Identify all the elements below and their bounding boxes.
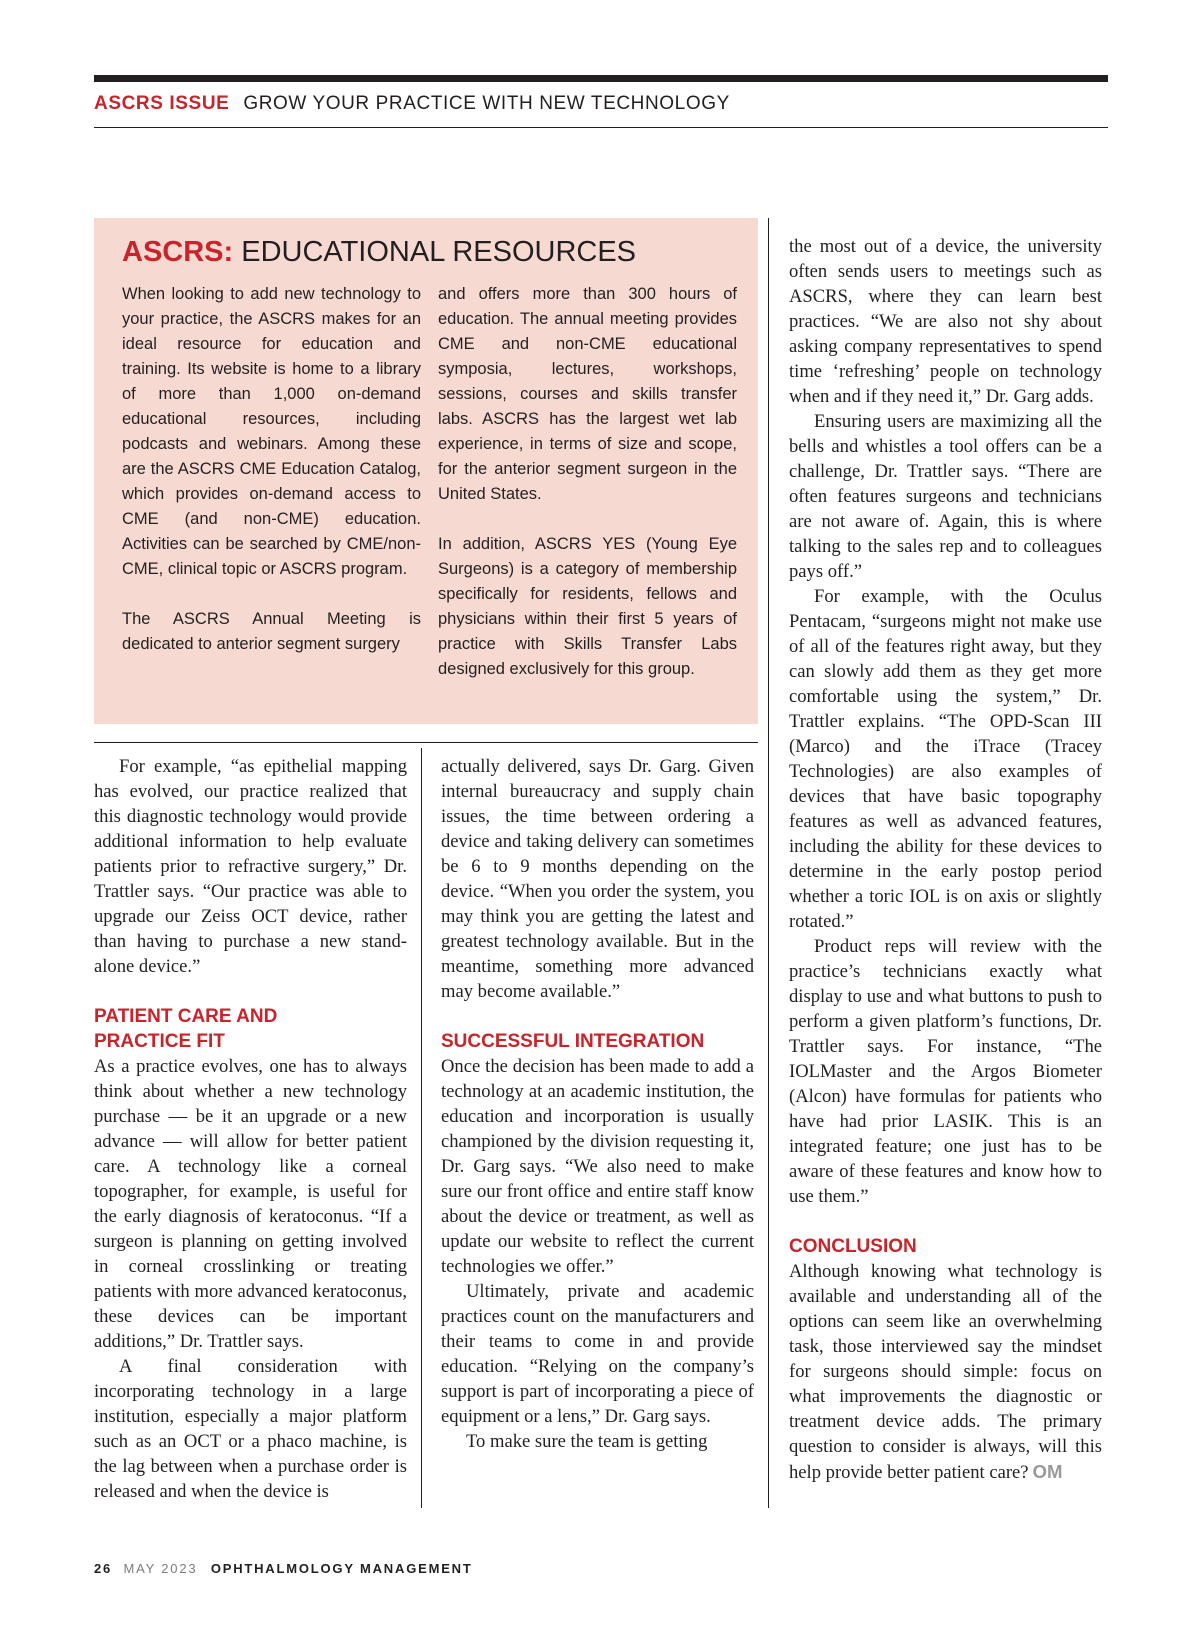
header-rule — [94, 127, 1108, 128]
article-column-3 — [789, 234, 1102, 1485]
body-paragraph: the most out of a device, the university often sends users to meetings such as ASCRS, where they can learn best practices. “We are also not shy about asking company representatives to spend time ‘refreshing’ people on technology when and if they need it,” Dr. Garg adds. — [789, 236, 1102, 407]
sidebar-box — [94, 218, 758, 724]
sidebar-title-rest: EDUCATIONAL RESOURCES — [241, 236, 637, 268]
column-divider — [421, 748, 422, 1508]
body-paragraph: actually delivered, says Dr. Garg. Given internal bureaucracy and supply chain issues, the time between ordering a device and taking delivery can sometimes be 6 to 9 months depending on the device. “When you order the system, you may think you are getting the latest and greatest technology available. But in the meantime, something more advanced may become available.” — [441, 756, 754, 1002]
issue-date: MAY 2023 — [123, 1561, 198, 1576]
sidebar-bottom-rule — [94, 742, 758, 743]
conclusion-text: Although knowing what technology is available and understanding all of the options can seem like an overwhelming task, those interviewed say the mindset for surgeons should simple: focus on what improvements the diagnostic or treatment device adds. The primary question to consider is always, will this help provide better patient care? — [789, 1261, 1102, 1483]
heading-line: PATIENT CARE AND — [94, 1006, 278, 1027]
body-paragraph: To make sure the team is getting — [466, 1431, 708, 1452]
body-paragraph: As a practice evolves, one has to always think about whether a new technology purchase — be it an upgrade or a new advance — will allow for better patient care. A technology like a corneal topographer, for example, is useful for the early diagnosis of keratoconus. “If a surgeon is planning on getting involved in corneal crosslinking or treating patients with more advanced keratoconus, these devices can be important additions,” Dr. Trattler says. — [94, 1056, 407, 1352]
body-paragraph — [789, 1259, 1102, 1485]
sidebar-paragraph: When looking to add new technology to your practice, the ASCRS makes for an ideal resource for education and training. Its website is home to a library of more than 1,000 on-demand educational resources, including podcasts and webinars. Among these are the ASCRS CME Education Catalog, which provides on-demand access to CME (and non-CME) education. Activities can be searched by CME/non-CME, clinical topic or ASCRS program. — [122, 285, 421, 578]
body-paragraph: For example, “as epithelial mapping has evolved, our practice realized that this diagnostic technology would provide additional information to help evaluate patients prior to refractive surgery,” Dr. Trattler says. “Our practice was able to upgrade our Zeiss OCT device, rather than having to purchase a new stand-alone device.” — [94, 756, 407, 977]
section-heading-patient-care — [94, 1004, 407, 1054]
sidebar-column-2 — [438, 282, 737, 682]
issue-label: ASCRS ISSUE — [94, 93, 230, 114]
body-paragraph: Once the decision has been made to add a technology at an academic institution, the education and incorporation is usually championed by the division requesting it, Dr. Garg says. “We also need to make sure our front office and entire staff know about the device or treatment, as well as update our website to reflect the current technologies we offer.” — [441, 1056, 754, 1277]
page-number: 26 — [94, 1561, 113, 1576]
body-paragraph: Product reps will review with the practice’s technicians exactly what display to use and what buttons to push to perform a given platform’s functions, Dr. Trattler says. For instance, “The IOLMaster and the Argos Biometer (Alcon) have formulas for patients who have had prior LASIK. This is an integrated feature; one just has to be aware of these features and know how to use them.” — [789, 936, 1102, 1207]
end-mark: OM — [1032, 1461, 1063, 1482]
page-footer — [94, 1561, 473, 1576]
article-column-2 — [441, 754, 754, 1454]
section-heading-successful-integration: SUCCESSFUL INTEGRATION — [441, 1031, 705, 1052]
sidebar-title — [122, 236, 636, 269]
publication-name: OPHTHALMOLOGY MANAGEMENT — [210, 1561, 473, 1576]
body-paragraph: For example, with the Oculus Pentacam, “surgeons might not make use of all of the features right away, but they can slowly add them as they get more comfortable using the system,” Dr. Trattler explains. “The OPD-Scan III (Marco) and the iTrace (Tracey Technologies) are also examples of devices that have basic topography features as well as advanced features, including the ability for these devices to determine in the early postop period whether a toric IOL is on axis or slightly rotated.” — [789, 586, 1102, 932]
article-column-1 — [94, 754, 407, 1504]
top-rule — [94, 75, 1108, 82]
sidebar-column-1 — [122, 282, 421, 657]
section-title: GROW YOUR PRACTICE WITH NEW TECHNOLOGY — [243, 93, 730, 114]
sidebar-paragraph: The ASCRS Annual Meeting is dedicated to anterior segment surgery — [122, 610, 421, 653]
body-paragraph: Ensuring users are maximizing all the bells and whistles a tool offers can be a challenge, Dr. Trattler says. “There are often features surgeons and technicians are not aware of. Again, this is where talking to the sales rep and to colleagues pays off.” — [789, 411, 1102, 582]
heading-line: PRACTICE FIT — [94, 1031, 225, 1052]
body-paragraph: A final consideration with incorporating technology in a large institution, especially a major platform such as an OCT or a phaco machine, is the lag between when a purchase order is released and when the device is — [94, 1356, 407, 1502]
sidebar-title-ascrs: ASCRS: — [122, 236, 234, 268]
sidebar-paragraph: In addition, ASCRS YES (Young Eye Surgeons) is a category of membership specifically for residents, fellows and physicians within their first 5 years of practice with Skills Transfer Labs designed exclusively for this group. — [438, 535, 737, 678]
column-divider — [768, 218, 769, 1508]
body-paragraph: Ultimately, private and academic practices count on the manufacturers and their teams to come in and provide education. “Relying on the company’s support is part of incorporating a piece of equipment or a lens,” Dr. Garg says. — [441, 1281, 754, 1427]
running-header — [94, 93, 1108, 115]
sidebar-paragraph: and offers more than 300 hours of education. The annual meeting provides CME and non-CME educational symposia, lectures, workshops, sessions, courses and skills transfer labs. ASCRS has the largest wet lab experience, in terms of size and scope, for the anterior segment surgeon in the United States. — [438, 285, 737, 503]
section-heading-conclusion: CONCLUSION — [789, 1236, 917, 1257]
